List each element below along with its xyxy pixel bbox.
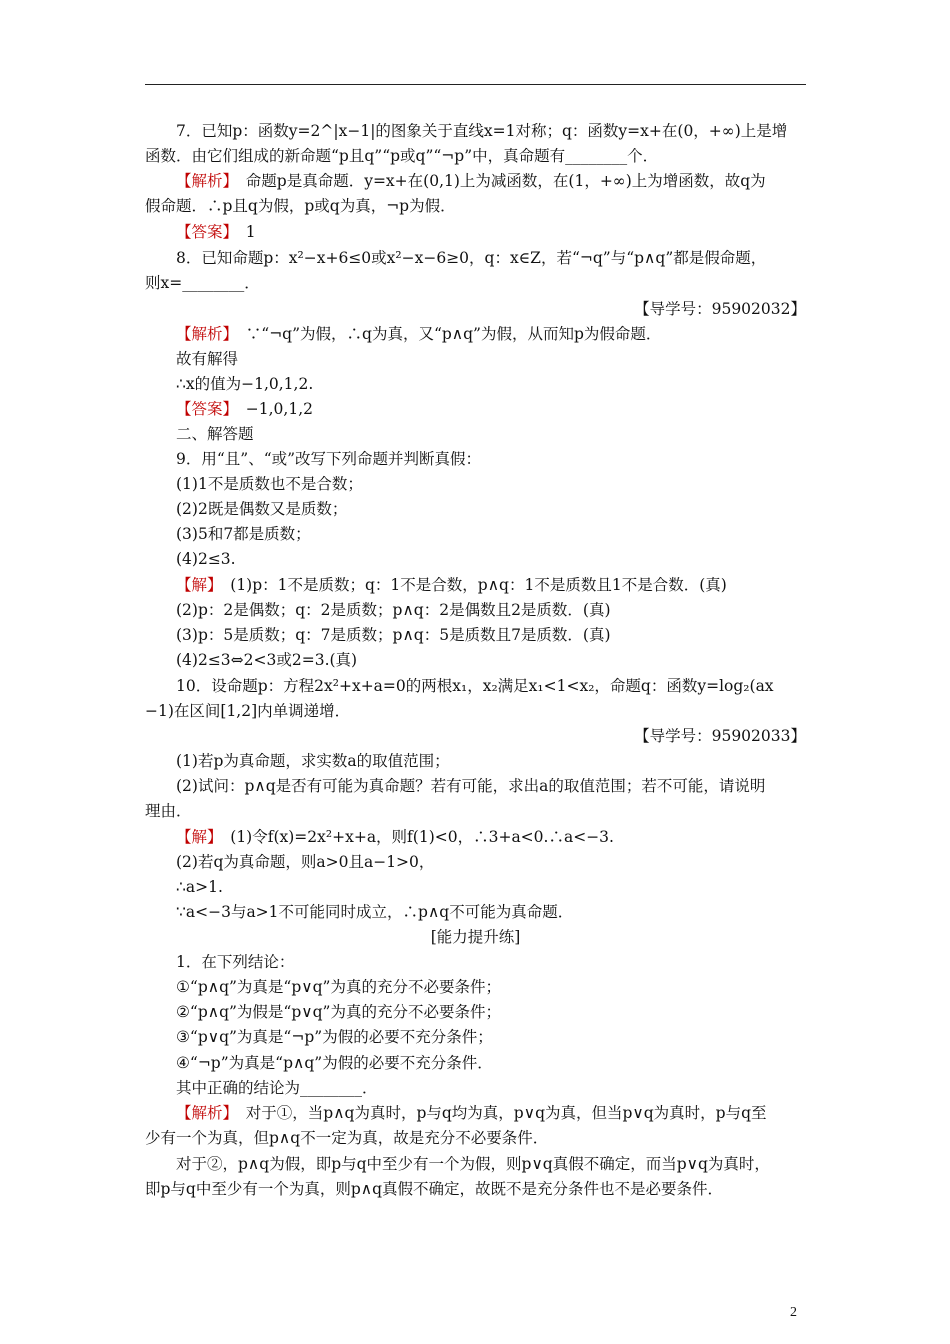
line-text: 则x=________． <box>145 274 260 292</box>
section-tag: 【解析】 <box>176 1104 231 1122</box>
text-line <box>145 1128 806 1148</box>
text-line <box>145 121 806 141</box>
section-tag: 【解】 <box>176 576 215 594</box>
line-text: (4)2≤3. <box>176 550 236 568</box>
line-text: 9．用“且”、“或”改写下列命题并判断真假： <box>176 450 482 468</box>
section-tag: 【解析】 <box>176 325 231 343</box>
text-line <box>145 349 806 369</box>
text-line <box>145 977 806 997</box>
section-tag: 【解析】 <box>176 172 231 190</box>
line-text: 【导学号：95902033】 <box>634 727 806 745</box>
text-line <box>145 827 806 847</box>
text-line <box>145 927 806 947</box>
text-line <box>145 374 806 394</box>
text-line <box>145 424 806 444</box>
text-line <box>145 499 806 519</box>
text-line <box>145 801 806 821</box>
text-line <box>145 650 806 670</box>
line-text: (2)p：2是偶数；q：2是质数；p∧q：2是偶数且2是质数．(真) <box>176 601 611 619</box>
page-number: 2 <box>790 1305 797 1320</box>
line-text: 故有解得 <box>176 350 239 368</box>
text-line <box>145 196 806 216</box>
text-line <box>145 474 806 494</box>
text-line <box>145 248 806 268</box>
line-text: 8．已知命题p：x²−x+6≤0或x²−x−6≥0，q：x∈Z，若“¬q”与“p∧q”都是假命题， <box>176 249 767 267</box>
text-line <box>145 726 806 746</box>
line-text: 1 <box>230 223 256 241</box>
text-line <box>145 625 806 645</box>
line-text: 命题p是真命题．y=x+在(0,1)上为减函数，在(1，+∞)上为增函数，故q为 <box>230 172 766 190</box>
line-text: ③“p∨q”为真是“¬p”为假的必要不充分条件； <box>176 1028 493 1046</box>
header-rule <box>145 84 806 85</box>
section-tag: 【答案】 <box>176 400 231 418</box>
line-text: ∵“¬q”为假，∴q为真，又“p∧q”为假，从而知p为假命题． <box>230 325 662 343</box>
line-text: 理由． <box>145 802 192 820</box>
line-text: 即p与q中至少有一个为真，则p∧q真假不确定，故既不是充分条件也不是必要条件． <box>145 1180 724 1198</box>
line-text: (1)p：1不是质数；q：1不是合数，p∧q：1不是质数且1不是合数．(真) <box>214 576 727 594</box>
text-line <box>145 524 806 544</box>
line-text: 其中正确的结论为________． <box>176 1079 378 1097</box>
text-line <box>145 449 806 469</box>
text-line <box>145 1078 806 1098</box>
text-line <box>145 701 806 721</box>
line-text: (3)p：5是质数；q：7是质数；p∧q：5是质数且7是质数．(真) <box>176 626 611 644</box>
section-tag: 【解】 <box>176 828 215 846</box>
line-text: ①“p∧q”为真是“p∨q”为真的充分不必要条件； <box>176 978 501 996</box>
text-line <box>145 299 806 319</box>
line-text: (2)试问：p∧q是否有可能为真命题？若有可能，求出a的取值范围；若不可能，请说明 <box>176 777 766 795</box>
text-line <box>145 676 806 696</box>
text-line <box>145 877 806 897</box>
text-line <box>145 1103 806 1123</box>
text-line <box>145 171 806 191</box>
line-text: ∴x的值为−1,0,1,2. <box>176 375 314 393</box>
line-text: −1,0,1,2 <box>230 400 313 418</box>
line-text: (1)令f(x)=2x²+x+a，则f(1)<0，∴3+a<0.∴a<−3. <box>214 828 614 846</box>
text-line <box>145 1179 806 1199</box>
text-line <box>145 324 806 344</box>
line-text: (1)若p为真命题，求实数a的取值范围； <box>176 752 450 770</box>
line-text: (1)1不是质数也不是合数； <box>176 475 363 493</box>
line-text: (4)2≤3⇔2<3或2=3.(真) <box>176 651 358 669</box>
text-line <box>145 146 806 166</box>
line-text: (2)若q为真命题，则a>0且a−1>0， <box>176 853 435 871</box>
text-line <box>145 549 806 569</box>
text-line <box>145 273 806 293</box>
line-text: ∵a<−3与a>1不可能同时成立，∴p∧q不可能为真命题． <box>176 903 574 921</box>
text-line <box>145 952 806 972</box>
text-line <box>145 1154 806 1174</box>
text-line <box>145 222 806 242</box>
line-text: 二、解答题 <box>176 425 254 443</box>
text-line <box>145 751 806 771</box>
text-line <box>145 852 806 872</box>
text-line <box>145 399 806 419</box>
line-text: ④“¬p”为真是“p∧q”为假的必要不充分条件． <box>176 1054 493 1072</box>
text-line <box>145 1002 806 1022</box>
line-text: ②“p∧q”为假是“p∨q”为真的充分不必要条件； <box>176 1003 501 1021</box>
text-line <box>145 902 806 922</box>
line-text: 10．设命题p：方程2x²+x+a=0的两根x₁，x₂满足x₁<1<x₂，命题q：函数y=log₂(ax <box>176 677 774 695</box>
text-line <box>145 1027 806 1047</box>
line-text: 1．在下列结论： <box>176 953 295 971</box>
line-text: 【导学号：95902032】 <box>634 300 806 318</box>
line-text: [能力提升练] <box>430 928 521 946</box>
line-text: 假命题．∴p且q为假，p或q为真，¬p为假． <box>145 197 456 215</box>
text-line <box>145 575 806 595</box>
line-text: 对于②，p∧q为假，即p与q中至少有一个为假，则p∨q真假不确定，而当p∨q为真时， <box>176 1155 770 1173</box>
line-text: (2)2既是偶数又是质数； <box>176 500 348 518</box>
line-text: ∴a>1. <box>176 878 223 896</box>
section-tag: 【答案】 <box>176 223 231 241</box>
line-text: 函数．由它们组成的新命题“p且q”“p或q”“¬p”中，真命题有________个． <box>145 147 659 165</box>
line-text: −1)在区间[1,2]内单调递增． <box>145 702 351 720</box>
line-text: (3)5和7都是质数； <box>176 525 311 543</box>
line-text: 对于①，当p∧q为真时，p与q均为真，p∨q为真，但当p∨q为真时，p与q至 <box>230 1104 767 1122</box>
text-line <box>145 776 806 796</box>
line-text: 7．已知p：函数y=2^|x−1|的图象关于直线x=1对称；q：函数y=x+在(0，+∞)上是增 <box>176 122 788 140</box>
text-line <box>145 1053 806 1073</box>
line-text: 少有一个为真，但p∧q不一定为真，故是充分不必要条件． <box>145 1129 549 1147</box>
text-line <box>145 600 806 620</box>
